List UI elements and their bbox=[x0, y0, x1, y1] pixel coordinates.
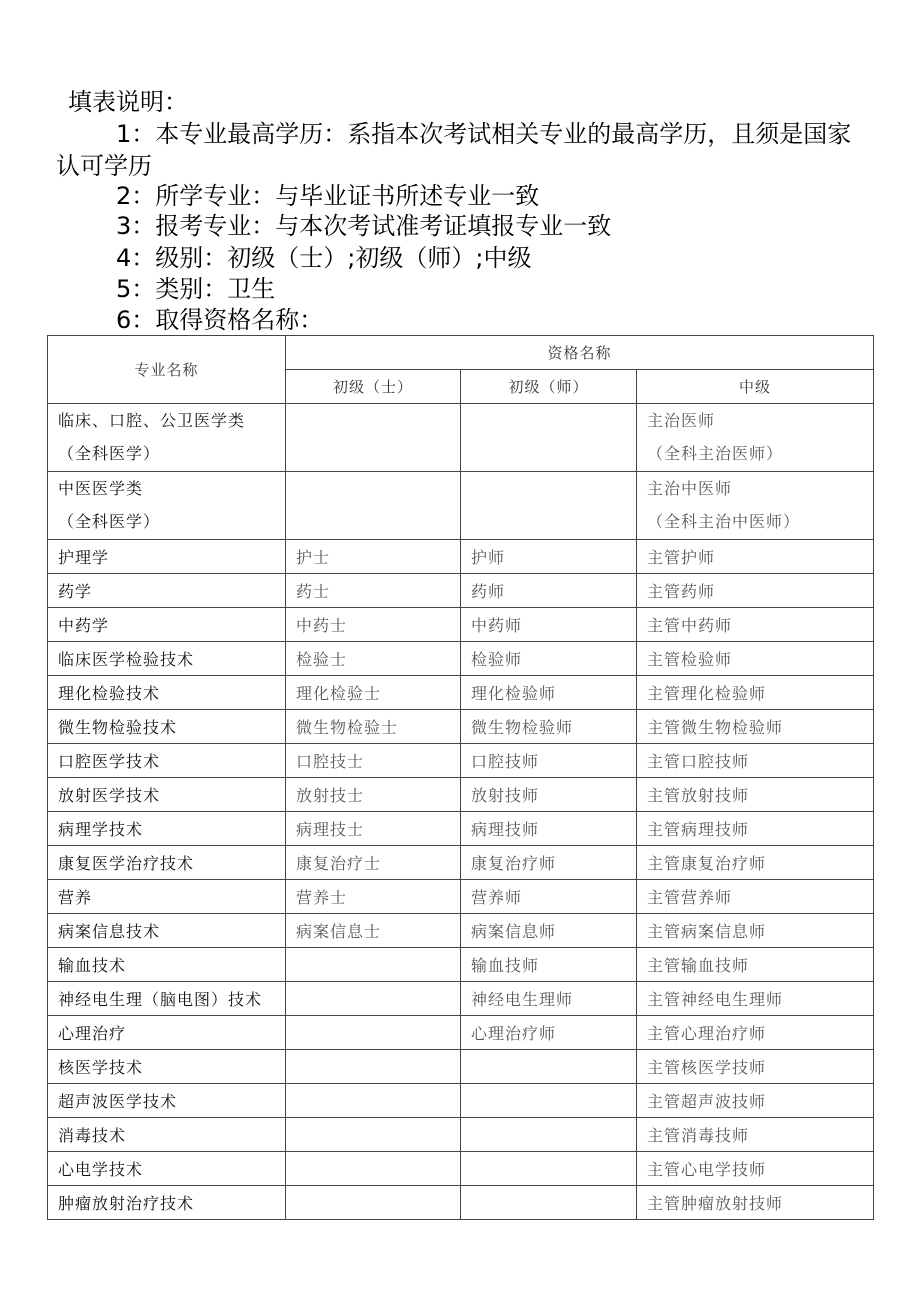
intermediate-line: 主管输血技师 bbox=[647, 956, 750, 975]
intermediate-cell bbox=[637, 1016, 874, 1050]
junior-shi2-cell: 输血技师 bbox=[461, 948, 637, 982]
intermediate-cell bbox=[637, 778, 874, 812]
instruction-5: 5：类别：卫生 bbox=[116, 275, 276, 303]
intermediate-line: （全科主治医师） bbox=[647, 444, 784, 463]
major-name-line: 临床、口腔、公卫医学类 bbox=[58, 411, 246, 430]
table-row bbox=[48, 1118, 874, 1152]
major-name-cell bbox=[48, 1016, 286, 1050]
major-name-cell bbox=[48, 540, 286, 574]
intermediate-cell bbox=[637, 574, 874, 608]
header-level-junior-shi2: 初级（师） bbox=[461, 370, 637, 404]
major-name-cell bbox=[48, 880, 286, 914]
major-name-line: 理化检验技术 bbox=[58, 684, 161, 703]
junior-shi-cell bbox=[286, 1186, 461, 1220]
intermediate-line: （全科主治中医师） bbox=[647, 512, 801, 531]
major-name-cell bbox=[48, 574, 286, 608]
junior-shi-cell: 放射技士 bbox=[286, 778, 461, 812]
instruction-1-cont: 认可学历 bbox=[56, 152, 152, 180]
intermediate-line: 主管消毒技师 bbox=[647, 1126, 750, 1145]
major-name-line: 消毒技术 bbox=[58, 1126, 127, 1145]
intermediate-line: 主管微生物检验师 bbox=[647, 718, 784, 737]
intermediate-cell bbox=[637, 540, 874, 574]
junior-shi-cell bbox=[286, 472, 461, 540]
table-row bbox=[48, 608, 874, 642]
major-name-cell bbox=[48, 1084, 286, 1118]
intermediate-line: 主管理化检验师 bbox=[647, 684, 767, 703]
intermediate-line: 主管中药师 bbox=[647, 616, 733, 635]
major-name-line: 康复医学治疗技术 bbox=[58, 854, 195, 873]
major-name-line: 中药学 bbox=[58, 616, 110, 635]
intermediate-line: 主管康复治疗师 bbox=[647, 854, 767, 873]
junior-shi2-cell: 病案信息师 bbox=[461, 914, 637, 948]
intermediate-cell bbox=[637, 948, 874, 982]
table-row bbox=[48, 1050, 874, 1084]
intermediate-line: 主治中医师 bbox=[647, 479, 733, 498]
intermediate-cell bbox=[637, 982, 874, 1016]
intermediate-line: 主治医师 bbox=[647, 411, 716, 430]
major-name-line: 营养 bbox=[58, 888, 93, 907]
junior-shi2-cell: 中药师 bbox=[461, 608, 637, 642]
major-name-cell bbox=[48, 1050, 286, 1084]
intermediate-cell bbox=[637, 608, 874, 642]
table-row bbox=[48, 982, 874, 1016]
major-name-line: 药学 bbox=[58, 582, 93, 601]
intermediate-line: 主管病理技师 bbox=[647, 820, 750, 839]
junior-shi-cell: 营养士 bbox=[286, 880, 461, 914]
junior-shi2-cell: 微生物检验师 bbox=[461, 710, 637, 744]
major-name-line: 临床医学检验技术 bbox=[58, 650, 195, 669]
junior-shi2-cell bbox=[461, 404, 637, 472]
junior-shi2-cell: 神经电生理师 bbox=[461, 982, 637, 1016]
intermediate-line: 主管神经电生理师 bbox=[647, 990, 784, 1009]
junior-shi-cell: 理化检验士 bbox=[286, 676, 461, 710]
instruction-4: 4：级别：初级（士）;初级（师）;中级 bbox=[116, 244, 532, 272]
junior-shi-cell bbox=[286, 1118, 461, 1152]
junior-shi-cell: 药士 bbox=[286, 574, 461, 608]
junior-shi-cell bbox=[286, 1084, 461, 1118]
intermediate-line: 主管超声波技师 bbox=[647, 1092, 767, 1111]
intermediate-cell bbox=[637, 846, 874, 880]
intermediate-line: 主管检验师 bbox=[647, 650, 733, 669]
junior-shi-cell: 病理技士 bbox=[286, 812, 461, 846]
table-row bbox=[48, 812, 874, 846]
intermediate-cell bbox=[637, 1152, 874, 1186]
junior-shi-cell: 中药士 bbox=[286, 608, 461, 642]
major-name-cell bbox=[48, 608, 286, 642]
junior-shi-cell: 检验士 bbox=[286, 642, 461, 676]
intermediate-cell bbox=[637, 880, 874, 914]
major-name-line: 超声波医学技术 bbox=[58, 1092, 178, 1111]
major-name-line: 病案信息技术 bbox=[58, 922, 161, 941]
intermediate-cell bbox=[637, 914, 874, 948]
junior-shi-cell bbox=[286, 404, 461, 472]
major-name-line: 微生物检验技术 bbox=[58, 718, 178, 737]
junior-shi2-cell bbox=[461, 1118, 637, 1152]
intermediate-cell bbox=[637, 676, 874, 710]
intermediate-cell bbox=[637, 1084, 874, 1118]
table-row bbox=[48, 1152, 874, 1186]
junior-shi2-cell bbox=[461, 1152, 637, 1186]
intermediate-line: 主管放射技师 bbox=[647, 786, 750, 805]
junior-shi2-cell: 康复治疗师 bbox=[461, 846, 637, 880]
junior-shi2-cell bbox=[461, 1084, 637, 1118]
junior-shi2-cell: 病理技师 bbox=[461, 812, 637, 846]
major-name-line: 中医医学类 bbox=[58, 479, 144, 498]
major-name-line: （全科医学） bbox=[58, 444, 161, 463]
junior-shi2-cell bbox=[461, 1050, 637, 1084]
instruction-1: 1：本专业最高学历：系指本次考试相关专业的最高学历，且须是国家 bbox=[116, 120, 852, 148]
instructions-title: 填表说明： bbox=[68, 88, 188, 116]
junior-shi2-cell bbox=[461, 1186, 637, 1220]
major-name-line: 护理学 bbox=[58, 548, 110, 567]
intermediate-cell bbox=[637, 404, 874, 472]
intermediate-cell bbox=[637, 710, 874, 744]
major-name-line: 心电学技术 bbox=[58, 1160, 144, 1179]
major-name-cell bbox=[48, 812, 286, 846]
instruction-2: 2：所学专业：与毕业证书所述专业一致 bbox=[116, 182, 540, 210]
junior-shi-cell: 护士 bbox=[286, 540, 461, 574]
major-name-line: 放射医学技术 bbox=[58, 786, 161, 805]
major-name-cell bbox=[48, 472, 286, 540]
table-row bbox=[48, 676, 874, 710]
junior-shi2-cell: 心理治疗师 bbox=[461, 1016, 637, 1050]
table-row bbox=[48, 642, 874, 676]
qualification-table bbox=[47, 335, 874, 1220]
table-row bbox=[48, 914, 874, 948]
intermediate-line: 主管营养师 bbox=[647, 888, 733, 907]
major-name-cell bbox=[48, 948, 286, 982]
table-row bbox=[48, 710, 874, 744]
junior-shi2-cell: 营养师 bbox=[461, 880, 637, 914]
table-row bbox=[48, 846, 874, 880]
junior-shi-cell bbox=[286, 1050, 461, 1084]
major-name-cell bbox=[48, 1152, 286, 1186]
table-row bbox=[48, 1016, 874, 1050]
major-name-line: 心理治疗 bbox=[58, 1024, 127, 1043]
major-name-line: （全科医学） bbox=[58, 512, 161, 531]
intermediate-cell bbox=[637, 1186, 874, 1220]
header-level-junior-shi: 初级（士） bbox=[286, 370, 461, 404]
intermediate-line: 主管心电学技师 bbox=[647, 1160, 767, 1179]
junior-shi2-cell: 理化检验师 bbox=[461, 676, 637, 710]
intermediate-line: 主管药师 bbox=[647, 582, 716, 601]
major-name-line: 口腔医学技术 bbox=[58, 752, 161, 771]
junior-shi2-cell: 口腔技师 bbox=[461, 744, 637, 778]
major-name-line: 输血技术 bbox=[58, 956, 127, 975]
intermediate-cell bbox=[637, 744, 874, 778]
major-name-cell bbox=[48, 982, 286, 1016]
intermediate-line: 主管病案信息师 bbox=[647, 922, 767, 941]
header-qualification: 资格名称 bbox=[286, 336, 874, 370]
major-name-cell bbox=[48, 676, 286, 710]
major-name-cell bbox=[48, 642, 286, 676]
junior-shi2-cell: 护师 bbox=[461, 540, 637, 574]
table-row bbox=[48, 404, 874, 472]
table-row bbox=[48, 1186, 874, 1220]
major-name-line: 核医学技术 bbox=[58, 1058, 144, 1077]
intermediate-cell bbox=[637, 472, 874, 540]
table-row bbox=[48, 880, 874, 914]
instruction-6: 6：取得资格名称： bbox=[116, 306, 324, 334]
major-name-line: 肿瘤放射治疗技术 bbox=[58, 1194, 195, 1213]
major-name-cell bbox=[48, 710, 286, 744]
junior-shi-cell bbox=[286, 982, 461, 1016]
junior-shi-cell: 口腔技士 bbox=[286, 744, 461, 778]
intermediate-line: 主管心理治疗师 bbox=[647, 1024, 767, 1043]
table-row bbox=[48, 472, 874, 540]
intermediate-cell bbox=[637, 1118, 874, 1152]
intermediate-line: 主管护师 bbox=[647, 548, 716, 567]
intermediate-line: 主管核医学技师 bbox=[647, 1058, 767, 1077]
intermediate-cell bbox=[637, 1050, 874, 1084]
major-name-line: 神经电生理（脑电图）技术 bbox=[58, 990, 263, 1009]
major-name-cell bbox=[48, 744, 286, 778]
table-row bbox=[48, 778, 874, 812]
major-name-cell bbox=[48, 404, 286, 472]
header-major: 专业名称 bbox=[48, 336, 286, 404]
major-name-cell bbox=[48, 846, 286, 880]
junior-shi2-cell: 药师 bbox=[461, 574, 637, 608]
junior-shi2-cell: 放射技师 bbox=[461, 778, 637, 812]
junior-shi-cell: 病案信息士 bbox=[286, 914, 461, 948]
major-name-cell bbox=[48, 914, 286, 948]
major-name-cell bbox=[48, 778, 286, 812]
intermediate-cell bbox=[637, 812, 874, 846]
intermediate-line: 主管口腔技师 bbox=[647, 752, 750, 771]
instruction-3: 3：报考专业：与本次考试准考证填报专业一致 bbox=[116, 212, 612, 240]
major-name-line: 病理学技术 bbox=[58, 820, 144, 839]
junior-shi2-cell: 检验师 bbox=[461, 642, 637, 676]
header-level-intermediate: 中级 bbox=[637, 370, 874, 404]
intermediate-cell bbox=[637, 642, 874, 676]
table-row bbox=[48, 1084, 874, 1118]
junior-shi-cell bbox=[286, 1016, 461, 1050]
table-row bbox=[48, 744, 874, 778]
major-name-cell bbox=[48, 1118, 286, 1152]
junior-shi-cell bbox=[286, 948, 461, 982]
major-name-cell bbox=[48, 1186, 286, 1220]
junior-shi-cell bbox=[286, 1152, 461, 1186]
junior-shi-cell: 康复治疗士 bbox=[286, 846, 461, 880]
junior-shi2-cell bbox=[461, 472, 637, 540]
junior-shi-cell: 微生物检验士 bbox=[286, 710, 461, 744]
table-row bbox=[48, 948, 874, 982]
table-row bbox=[48, 540, 874, 574]
intermediate-line: 主管肿瘤放射技师 bbox=[647, 1194, 784, 1213]
table-row bbox=[48, 574, 874, 608]
